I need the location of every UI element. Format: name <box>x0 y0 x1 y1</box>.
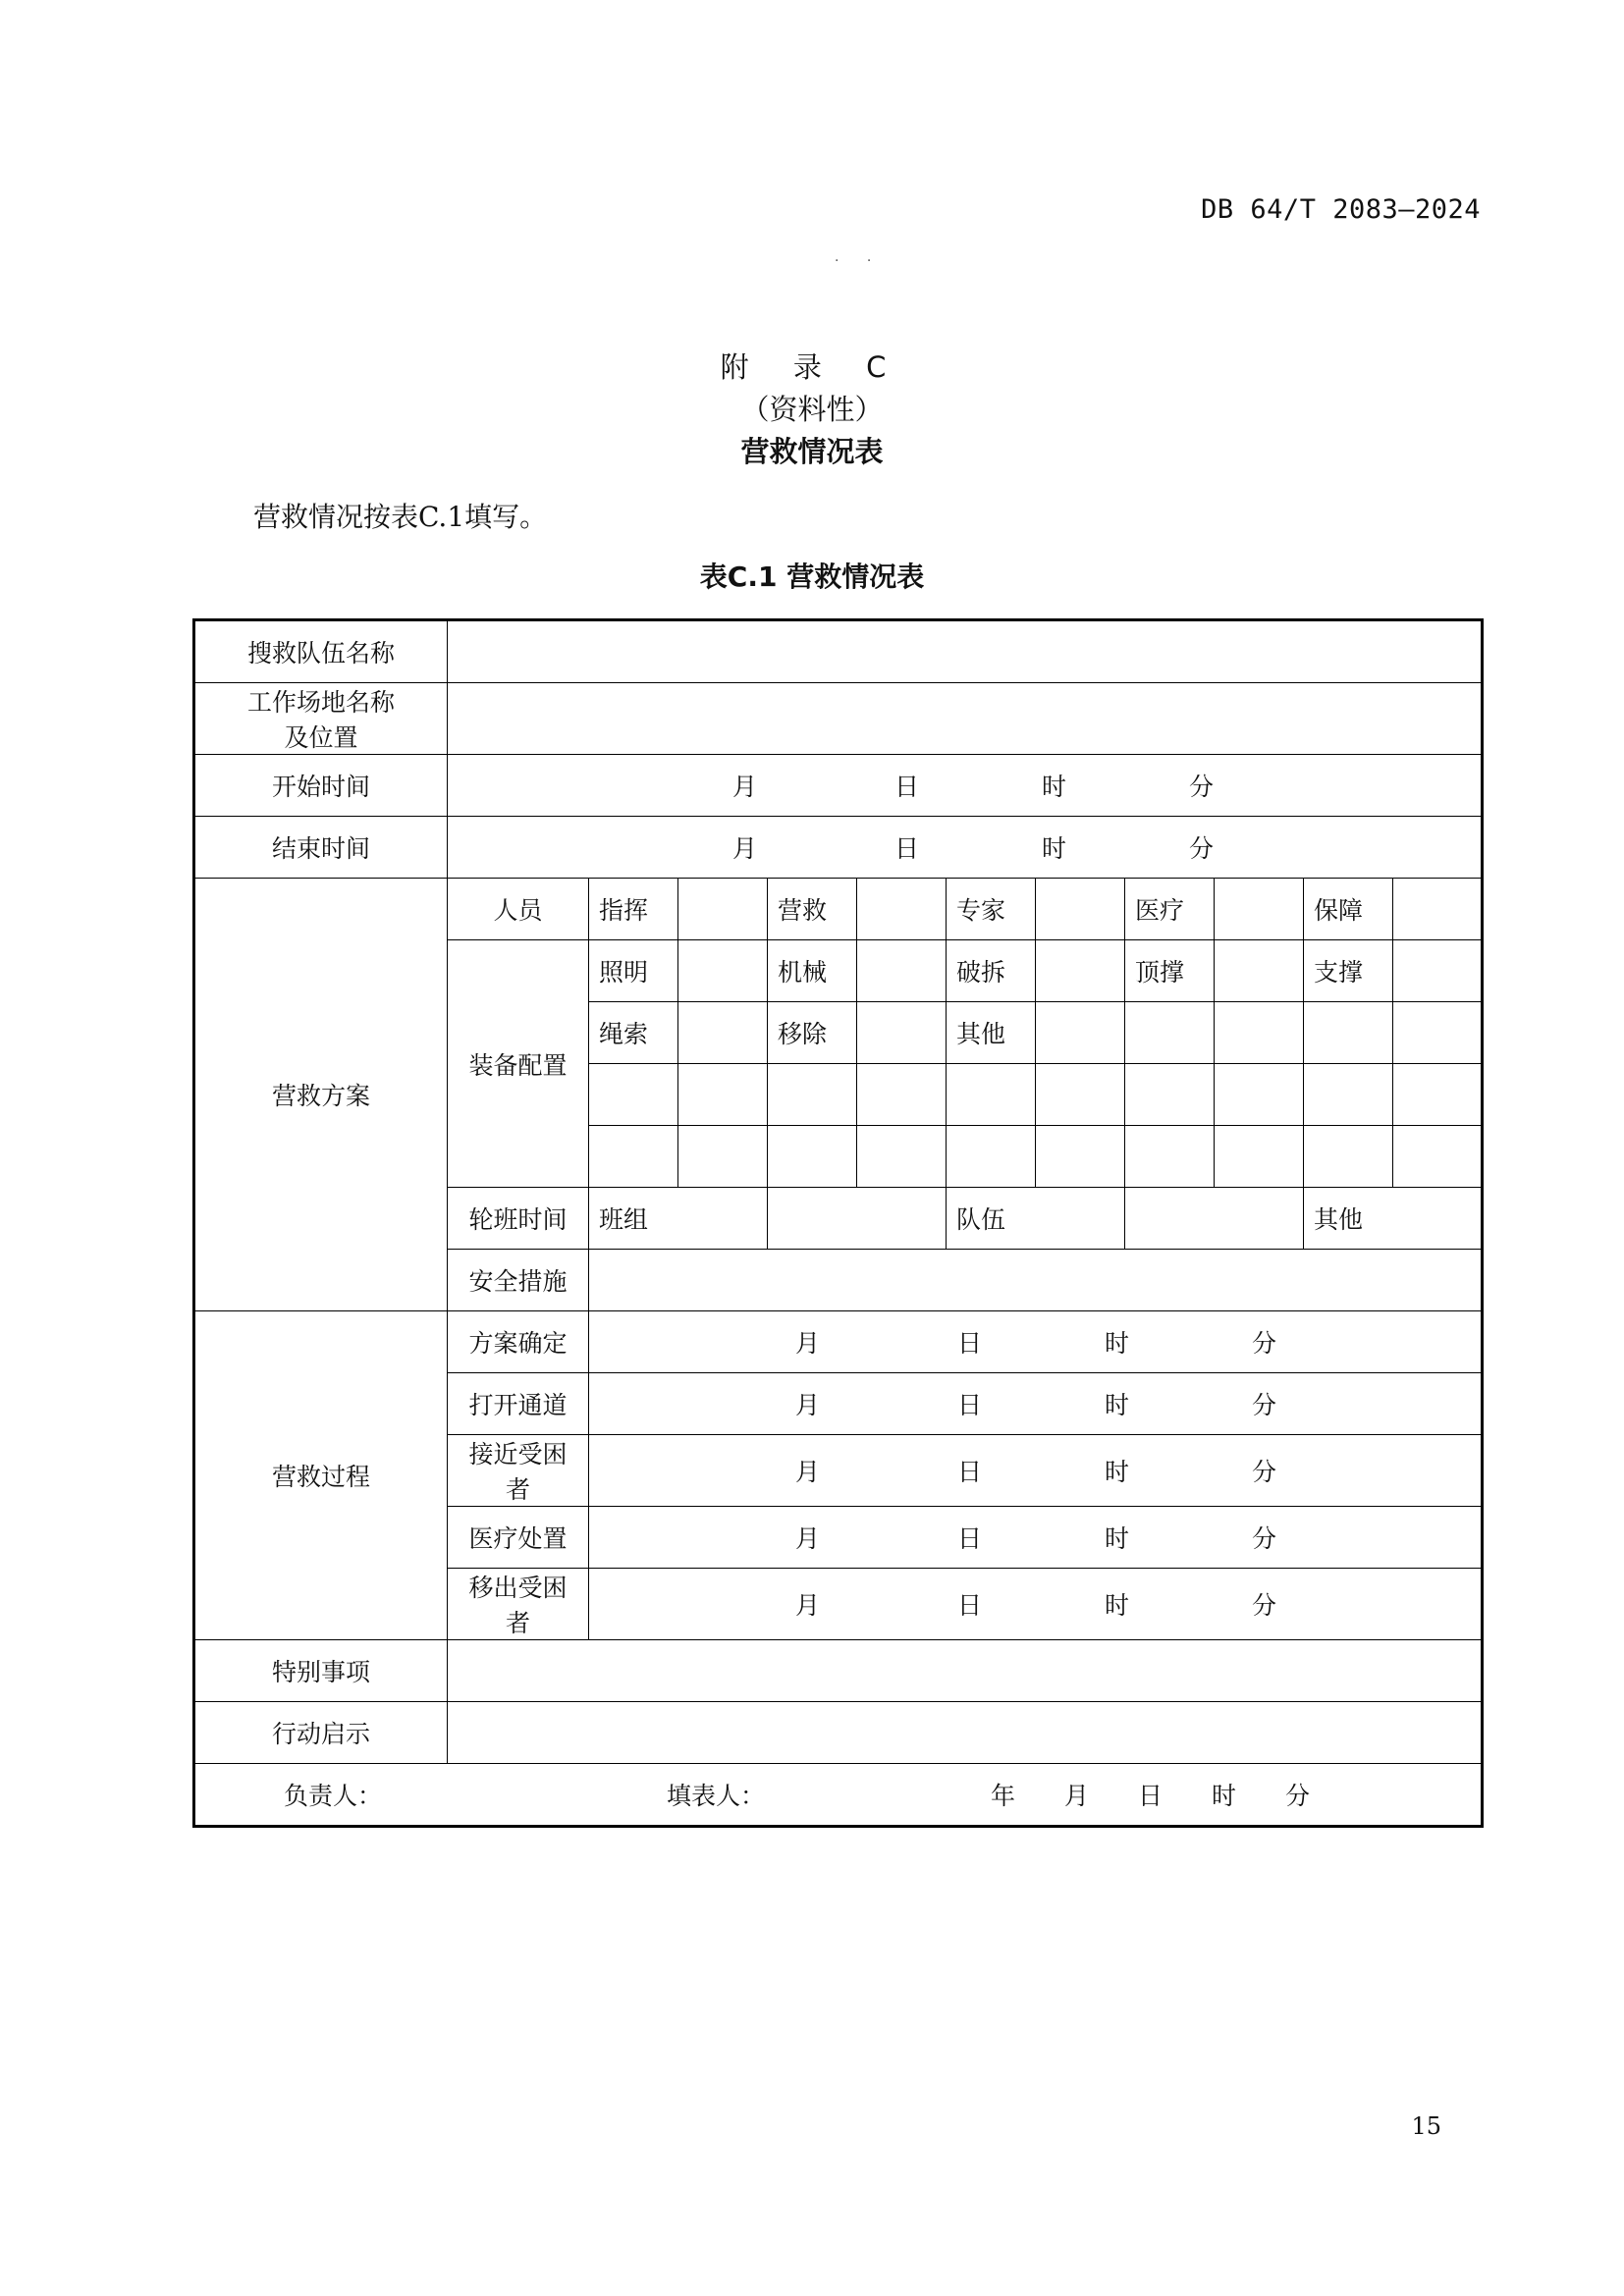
process-step-time[interactable] <box>589 1569 1483 1640</box>
equipment-cell[interactable] <box>1036 1126 1125 1188</box>
unit-year: 年 <box>991 1782 1016 1810</box>
unit-month: 月 <box>732 773 758 801</box>
signature-row <box>194 1764 1483 1827</box>
start-time-label: 开始时间 <box>194 755 448 817</box>
unit-hour: 时 <box>1042 773 1067 801</box>
equipment-cell[interactable] <box>947 1126 1036 1188</box>
standard-code: DB 64/T 2083—2024 <box>1201 194 1481 225</box>
equipment-cell[interactable] <box>857 1064 947 1126</box>
equipment-cell[interactable] <box>1125 1064 1215 1126</box>
equipment-item: 照明 <box>589 940 678 1002</box>
unit-minute: 分 <box>1252 1391 1277 1419</box>
intro-text: 营救情况按表C.1填写。 <box>253 501 548 533</box>
unit-minute: 分 <box>1189 834 1215 863</box>
equipment-cell[interactable] <box>857 1126 947 1188</box>
unit-hour: 时 <box>1212 1782 1237 1810</box>
insight-row <box>194 1702 1483 1764</box>
shift-team-label: 队伍 <box>947 1188 1125 1250</box>
shift-group-label: 班组 <box>589 1188 768 1250</box>
team-name-row <box>194 620 1483 683</box>
insight-label: 行动启示 <box>194 1702 448 1764</box>
header-dots: · · <box>835 253 884 269</box>
unit-minute: 分 <box>1252 1458 1277 1486</box>
unit-minute: 分 <box>1252 1329 1277 1358</box>
unit-month: 月 <box>795 1591 821 1620</box>
process-step-time[interactable] <box>589 1373 1483 1435</box>
personnel-item: 营救 <box>768 879 857 940</box>
special-field[interactable] <box>448 1640 1483 1702</box>
end-time-field[interactable] <box>448 817 1483 879</box>
equipment-cell[interactable] <box>768 1126 857 1188</box>
equipment-item: 顶撑 <box>1125 940 1215 1002</box>
process-step-time[interactable] <box>589 1507 1483 1569</box>
equipment-item: 破拆 <box>947 940 1036 1002</box>
unit-day: 日 <box>894 834 920 863</box>
unit-day: 日 <box>957 1458 983 1486</box>
unit-minute: 分 <box>1189 773 1215 801</box>
equipment-item: 支撑 <box>1304 940 1393 1002</box>
equipment-value[interactable] <box>857 940 947 1002</box>
personnel-value[interactable] <box>678 879 768 940</box>
site-name-label-line2: 及位置 <box>284 723 358 752</box>
equipment-cell[interactable] <box>678 1126 768 1188</box>
process-step-label: 打开通道 <box>448 1373 589 1435</box>
equipment-cell[interactable] <box>589 1064 678 1126</box>
equipment-item: 移除 <box>768 1002 857 1064</box>
process-label: 营救过程 <box>194 1311 448 1640</box>
unit-day: 日 <box>1138 1782 1164 1810</box>
equipment-value[interactable] <box>678 940 768 1002</box>
equipment-label: 装备配置 <box>448 940 589 1188</box>
site-name-label <box>194 683 448 755</box>
team-name-label: 搜救队伍名称 <box>194 620 448 683</box>
shift-other-label: 其他 <box>1304 1188 1483 1250</box>
process-step-label: 方案确定 <box>448 1311 589 1373</box>
personnel-value[interactable] <box>1393 879 1483 940</box>
unit-minute: 分 <box>1252 1591 1277 1620</box>
unit-day: 日 <box>957 1329 983 1358</box>
equipment-value[interactable] <box>1125 1002 1215 1064</box>
equipment-cell[interactable] <box>1304 1126 1393 1188</box>
equipment-cell[interactable] <box>1036 1064 1125 1126</box>
start-time-field[interactable] <box>448 755 1483 817</box>
equipment-value[interactable] <box>678 1002 768 1064</box>
unit-hour: 时 <box>1105 1391 1130 1419</box>
unit-hour: 时 <box>1105 1591 1130 1620</box>
end-time-row <box>194 817 1483 879</box>
table-caption: 表C.1 营救情况表 <box>699 561 925 593</box>
special-row <box>194 1640 1483 1702</box>
page-number: 15 <box>1411 2112 1441 2140</box>
equipment-value[interactable] <box>1215 940 1304 1002</box>
equipment-cell[interactable] <box>1393 1064 1483 1126</box>
unit-day: 日 <box>957 1391 983 1419</box>
equipment-value[interactable] <box>1393 940 1483 1002</box>
unit-month: 月 <box>1064 1782 1090 1810</box>
site-name-row <box>194 683 1483 755</box>
unit-month: 月 <box>795 1391 821 1419</box>
equipment-item: 其他 <box>947 1002 1036 1064</box>
signature-cell[interactable] <box>194 1764 1483 1827</box>
equipment-cell[interactable] <box>1215 1126 1304 1188</box>
shift-team-value[interactable] <box>1125 1188 1304 1250</box>
equipment-cell[interactable] <box>1304 1064 1393 1126</box>
unit-hour: 时 <box>1105 1329 1130 1358</box>
process-step-time[interactable] <box>589 1435 1483 1507</box>
unit-minute: 分 <box>1252 1524 1277 1553</box>
equipment-value[interactable] <box>1393 1002 1483 1064</box>
equipment-cell[interactable] <box>947 1064 1036 1126</box>
personnel-item: 保障 <box>1304 879 1393 940</box>
equipment-value[interactable] <box>857 1002 947 1064</box>
process-row <box>194 1311 1483 1373</box>
equipment-cell[interactable] <box>589 1126 678 1188</box>
shift-label: 轮班时间 <box>448 1188 589 1250</box>
personnel-item: 医疗 <box>1125 879 1215 940</box>
site-name-field[interactable] <box>448 683 1483 755</box>
unit-day: 日 <box>957 1524 983 1553</box>
start-time-row <box>194 755 1483 817</box>
personnel-label: 人员 <box>448 879 589 940</box>
unit-day: 日 <box>894 773 920 801</box>
equipment-item: 绳索 <box>589 1002 678 1064</box>
unit-hour: 时 <box>1105 1524 1130 1553</box>
personnel-value[interactable] <box>1036 879 1125 940</box>
equipment-cell[interactable] <box>1125 1126 1215 1188</box>
personnel-item: 指挥 <box>589 879 678 940</box>
unit-day: 日 <box>957 1591 983 1620</box>
equipment-cell[interactable] <box>678 1064 768 1126</box>
equipment-cell[interactable] <box>768 1064 857 1126</box>
appendix-type: （资料性） <box>740 393 884 426</box>
process-step-time[interactable] <box>589 1311 1483 1373</box>
personnel-value[interactable] <box>857 879 947 940</box>
responsible-label: 负责人： <box>284 1782 383 1810</box>
process-step-label: 移出受困者 <box>448 1569 589 1640</box>
equipment-value[interactable] <box>1215 1002 1304 1064</box>
plan-label: 营救方案 <box>194 879 448 1311</box>
equipment-item: 机械 <box>768 940 857 1002</box>
safety-label: 安全措施 <box>448 1250 589 1311</box>
unit-month: 月 <box>795 1458 821 1486</box>
equipment-value[interactable] <box>1304 1002 1393 1064</box>
filler-label: 填表人： <box>667 1782 766 1810</box>
equipment-value[interactable] <box>1036 940 1125 1002</box>
equipment-cell[interactable] <box>1215 1064 1304 1126</box>
appendix-label: 附 录 C <box>720 350 904 384</box>
personnel-row <box>194 879 1483 940</box>
rescue-form-table <box>192 618 1484 1828</box>
unit-hour: 时 <box>1105 1458 1130 1486</box>
personnel-item: 专家 <box>947 879 1036 940</box>
special-label: 特别事项 <box>194 1640 448 1702</box>
unit-minute: 分 <box>1285 1782 1311 1810</box>
safety-field[interactable] <box>589 1250 1483 1311</box>
equipment-cell[interactable] <box>1393 1126 1483 1188</box>
unit-month: 月 <box>795 1329 821 1358</box>
insight-field[interactable] <box>448 1702 1483 1764</box>
end-time-label: 结束时间 <box>194 817 448 879</box>
shift-group-value[interactable] <box>768 1188 947 1250</box>
unit-hour: 时 <box>1042 834 1067 863</box>
appendix-title: 营救情况表 <box>740 435 884 468</box>
site-name-label-line1: 工作场地名称 <box>246 688 395 717</box>
unit-month: 月 <box>795 1524 821 1553</box>
team-name-field[interactable] <box>448 620 1483 683</box>
personnel-value[interactable] <box>1215 879 1304 940</box>
process-step-label: 接近受困者 <box>448 1435 589 1507</box>
unit-month: 月 <box>732 834 758 863</box>
process-step-label: 医疗处置 <box>448 1507 589 1569</box>
equipment-value[interactable] <box>1036 1002 1125 1064</box>
